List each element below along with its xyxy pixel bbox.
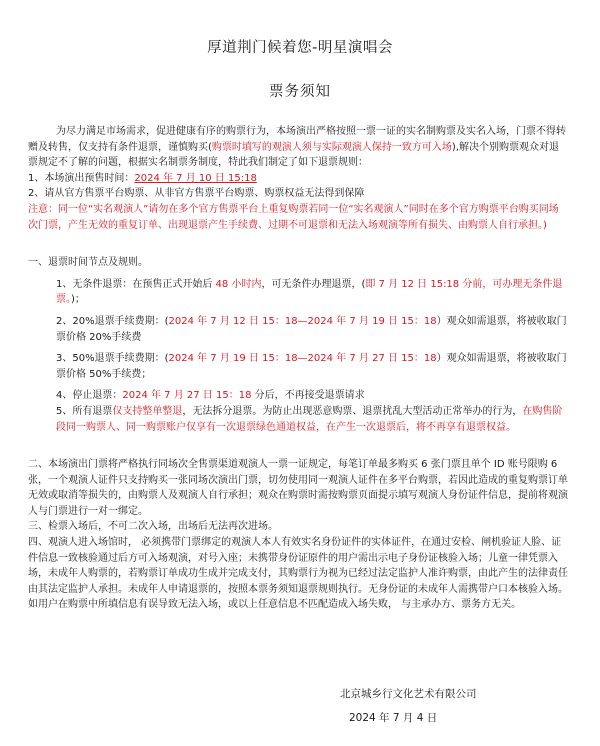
rule-whole-order-refund <box>28 404 568 435</box>
rule-50-percent-fee <box>28 351 568 382</box>
rule3-c: ）观众如需退票，将被收取门票价格 50%手续费； <box>56 353 567 380</box>
rule5-c: ，无法拆分退票。为防止出现恶意购票、退票扰乱大型活动正常举办的行为， <box>182 405 523 417</box>
section3-paragraph: 三、检票入场后，不可二次入场，出场后无法再次进场。 <box>28 521 278 533</box>
intro-highlight: 购票时填写的观演人须与实际观演人保持一致方可入场 <box>211 141 452 153</box>
rule3-b: 2024 年 7 月 19 日 15：18—2024 年 7 月 27 日 15：18 <box>168 353 437 365</box>
section2-paragraph: 二、本场演出门票将严格执行同场次全售票渠道观演人一票一证规定，每笔订单最多购买 6 张门票且单个 ID 账号限购 6 张，一个观演人证件只支持购买一张同场次演出门票，切勿使用同一观演人证件在多平台购票，若因此造成的重复购票订单无效或取消等损失的，由购票人及观演人自行承担；观众在购票时需按购票页面提示填写观演人身份证件信息，提前将观演人与门票进行一对一绑定。 <box>28 459 568 517</box>
item1-value: 2024 年 7 月 10 日 15:18 <box>134 172 257 184</box>
rule4-c: 分后，不再接受退票请求 <box>251 390 365 402</box>
rule-20-percent-fee <box>28 314 568 345</box>
page-title: 厚道荆门候着您-明星演唱会 <box>207 40 393 56</box>
notice-warning: 注意：同一位“实名观演人”请勿在多个官方售票平台上重复购票若同一位“实名观演人”同时在多个官方购票平台购买同场次门票，产生无效的重复订单、出现退票产生手续费、过期不可退票和无法入场观演等所有损失、由购票人自行承担。) <box>28 203 559 231</box>
rule5-a: 5、所有退票 <box>56 405 113 417</box>
notice-body <box>28 124 568 613</box>
section4-paragraph: 四、观演人进入场馆时， 必须携带门票绑定的观演人本人有效实名身份证件的实体证件，在通过安检、闸机验证人脸、证件信息一致核验通过后方可入场观演，对号入座；未携带身份证原件的用户需出示电子身份证核验入场；儿童一律凭票入场，未成年人购票的，若购票订单成功生成并完成支付，其购票行为视为已经过法定监护人准许购票，由此产生的法律责任由其法定监护人承担。未成年人申请退票的，按照本票务须知退票规则执行。无身份证的未成年人需携带户口本核验入场。如用户在购票中所填信息有误导致无法入场，或以上任意信息不匹配造成入场失败， 与主承办方、票务方无关。 <box>28 537 568 611</box>
rule4-b: 2024 年 7 月 27 日 15：18 <box>122 390 252 402</box>
intro-paragraph <box>28 124 568 171</box>
rule5-b: 仅支持整单整退 <box>112 405 183 417</box>
item-presale-time <box>28 171 568 187</box>
rule1-a: 1、无条件退票：在预售正式开始后 <box>56 278 216 290</box>
rule5-d: 在购售阶段同一购票人、同一购票账户仅享有一次退票绿色通道权益，在产生一次退票后，将不再享有退票权益。 <box>56 405 563 433</box>
rule2-c: ）观众如需退票，将被收取门票价格 20%手续费 <box>56 315 567 343</box>
rule2-b: 2024 年 7 月 12 日 15：18—2024 年 7 月 19 日 15：18 <box>168 315 437 327</box>
intro-text-a: 为尽力满足市场需求，促进健康有序的购票行为，本场演出严格按照一票一证的实名制购票及实名入场，门票不得转赠及转售，仅支持有条件退票，谨慎购买( <box>28 126 566 153</box>
rule1-d: 即 7 月 12 日 15:18 分前，可办理无条件退票。 <box>56 278 563 306</box>
item-official-platform: 2、请从官方售票平台购票、从非官方售票平台购票、购票权益无法得到保障 <box>28 188 365 200</box>
rule1-b: 48 小时内 <box>215 278 262 290</box>
intro-text-c: ),解决个别购票观众对退票规定不了解的问题，根据实名制票务制度，特此我们制定了如下退票规则： <box>28 141 559 169</box>
page-subtitle: 票务须知 <box>269 84 331 100</box>
rule4-a: 4、停止退票： <box>56 390 123 402</box>
rule-unconditional-refund <box>28 277 568 308</box>
item1-label: 1、本场演出预售时间： <box>28 172 135 184</box>
rule3-a: 3、50%退票手续费期：( <box>56 353 169 365</box>
rule2-a: 2、20%退票手续费期：( <box>56 315 169 327</box>
rule-stop-refund <box>28 388 568 404</box>
section1-title: 一、退票时间节点及规则。 <box>28 257 148 269</box>
rule1-c: ，可无条件办理退票，( <box>261 278 366 290</box>
issue-date: 2024 年 7 月 4 日 <box>349 712 438 724</box>
rule1-e: )； <box>71 294 85 306</box>
company-name: 北京城乡行文化艺术有限公司 <box>340 688 477 700</box>
